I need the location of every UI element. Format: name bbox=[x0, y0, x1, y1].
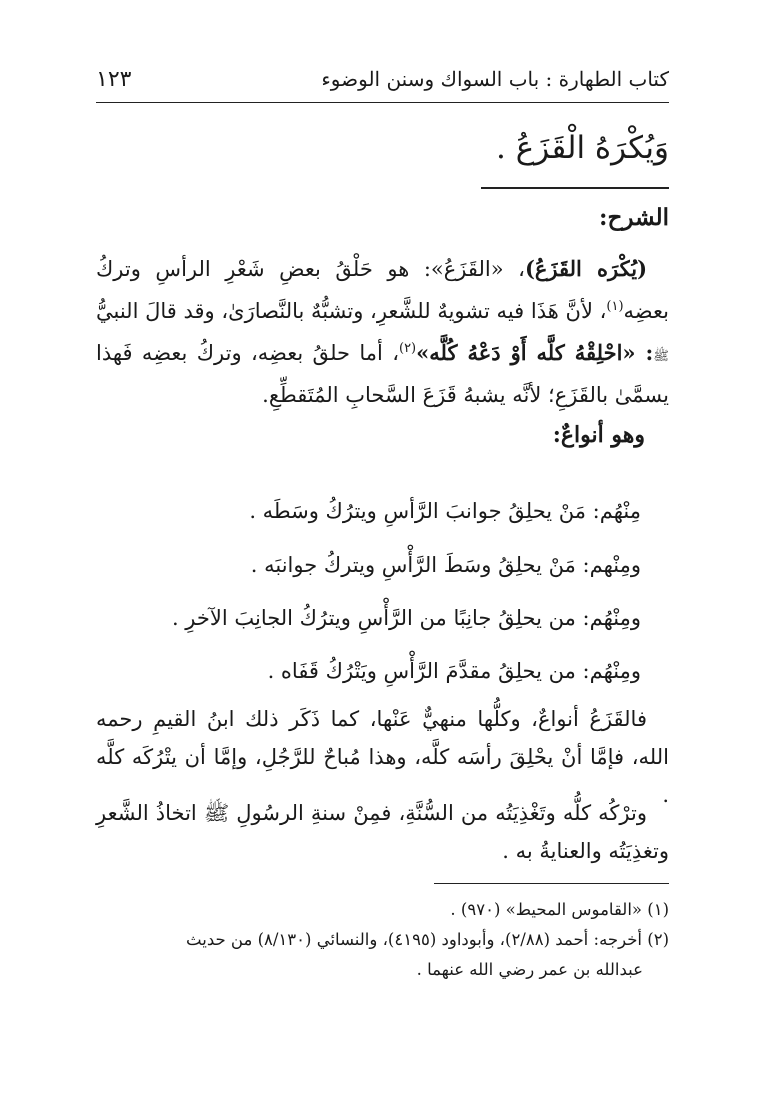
type-item: ومِنْهُم: من يحلِقُ مقدَّمَ الرَّأْسِ ويَتْرُكُ قَفَاه . bbox=[267, 659, 641, 683]
commentary-text: ، لأنَّ هَذَا فيه تشويهٌ للشَّعرِ، وتشبُّهٌ بالنَّصارَىٰ، وقد قالَ النبيُّ bbox=[96, 299, 607, 323]
type-item: ومِنْهم: مَنْ يحلِقُ وسَطَ الرَّأْسِ ويتركُ جوانبَه . bbox=[250, 553, 641, 577]
commentary-paragraph-1 bbox=[96, 250, 669, 414]
lead-phrase: (يُكْرَه القَزَعُ) bbox=[524, 256, 647, 281]
footnote-ref-1[interactable]: (١) bbox=[606, 299, 624, 314]
running-title: كتاب الطهارة : باب السواك وسنن الوضوء bbox=[321, 67, 669, 91]
footnote-2: (٢) أخرجه: أحمد (٢/٨٨)، وأبوداود (٤١٩٥)، والنسائي (٨/١٣٠) من حديث bbox=[186, 930, 669, 949]
commentary-paragraph-3: وترْكُه كلُّه وتَغْذِيَتُه من السُّنَّةِ، فمِنْ سنةِ الرسُولِ ﷺ اتخاذُ الشَّعرِ وتغذِيَتُه والعنايةُ به . bbox=[96, 801, 669, 863]
page-header bbox=[96, 62, 669, 96]
honorific-glyph: ﷺ bbox=[653, 349, 669, 364]
types-heading: وهو أنواعٌ: bbox=[552, 422, 645, 448]
sharh-label: الشرح: bbox=[599, 204, 669, 231]
footnote-2-continued: عبدالله بن عمر رضي الله عنهما . bbox=[416, 960, 643, 979]
footnote-ref-2[interactable]: (٢) bbox=[398, 341, 417, 356]
matn-text: وَيُكْرَهُ الْقَزَعُ . bbox=[496, 130, 669, 166]
commentary-text: ، «القَزَعُ»: هو حَلْقُ بعضِ شَعْرِ الرأسِ وتركُ بعضِه bbox=[96, 257, 669, 323]
page-number: ١٢٣ bbox=[96, 66, 132, 92]
type-item: مِنْهُم: مَنْ يحلِقُ جوانبَ الرَّأسِ ويترُكُ وسَطَه . bbox=[249, 499, 641, 523]
commentary-text: ، أما حلقُ بعضِه، وتركُ بعضِه فَهذا يسمَّىٰ بالقَزَعِ؛ لأنَّه يشبهُ قَزَعَ السَّحابِ المُتَقطِّعِ. bbox=[96, 341, 669, 407]
matn-divider bbox=[481, 187, 669, 189]
footnote-1: (١) «القاموس المحيط» (٩٧٠) . bbox=[450, 900, 669, 919]
type-item: ومِنْهُم: من يحلِقُ جانِبًا من الرَّأْسِ ويترُكُ الجانِبَ الآخرِ . bbox=[171, 606, 641, 630]
commentary-paragraph-2: فالقَزَعُ أنواعٌ، وكلُّها منهيٌّ عَنْها، كما ذَكَر ذلك ابنُ القيمِ رحمه الله، فإمَّا أنْ يحْلِقَ رأسَه كلَّه، وهذا مُباحٌ للرَّجُلِ، وإمَّا أن يتْرُكَه كلَّه . bbox=[96, 707, 669, 807]
footnotes bbox=[96, 896, 669, 986]
footnote-divider bbox=[434, 883, 669, 884]
hadith-quote: : «احْلِقْهُ كلَّه أَوْ دَعْهُ كُلَّه» bbox=[416, 340, 654, 365]
header-divider bbox=[96, 102, 669, 103]
